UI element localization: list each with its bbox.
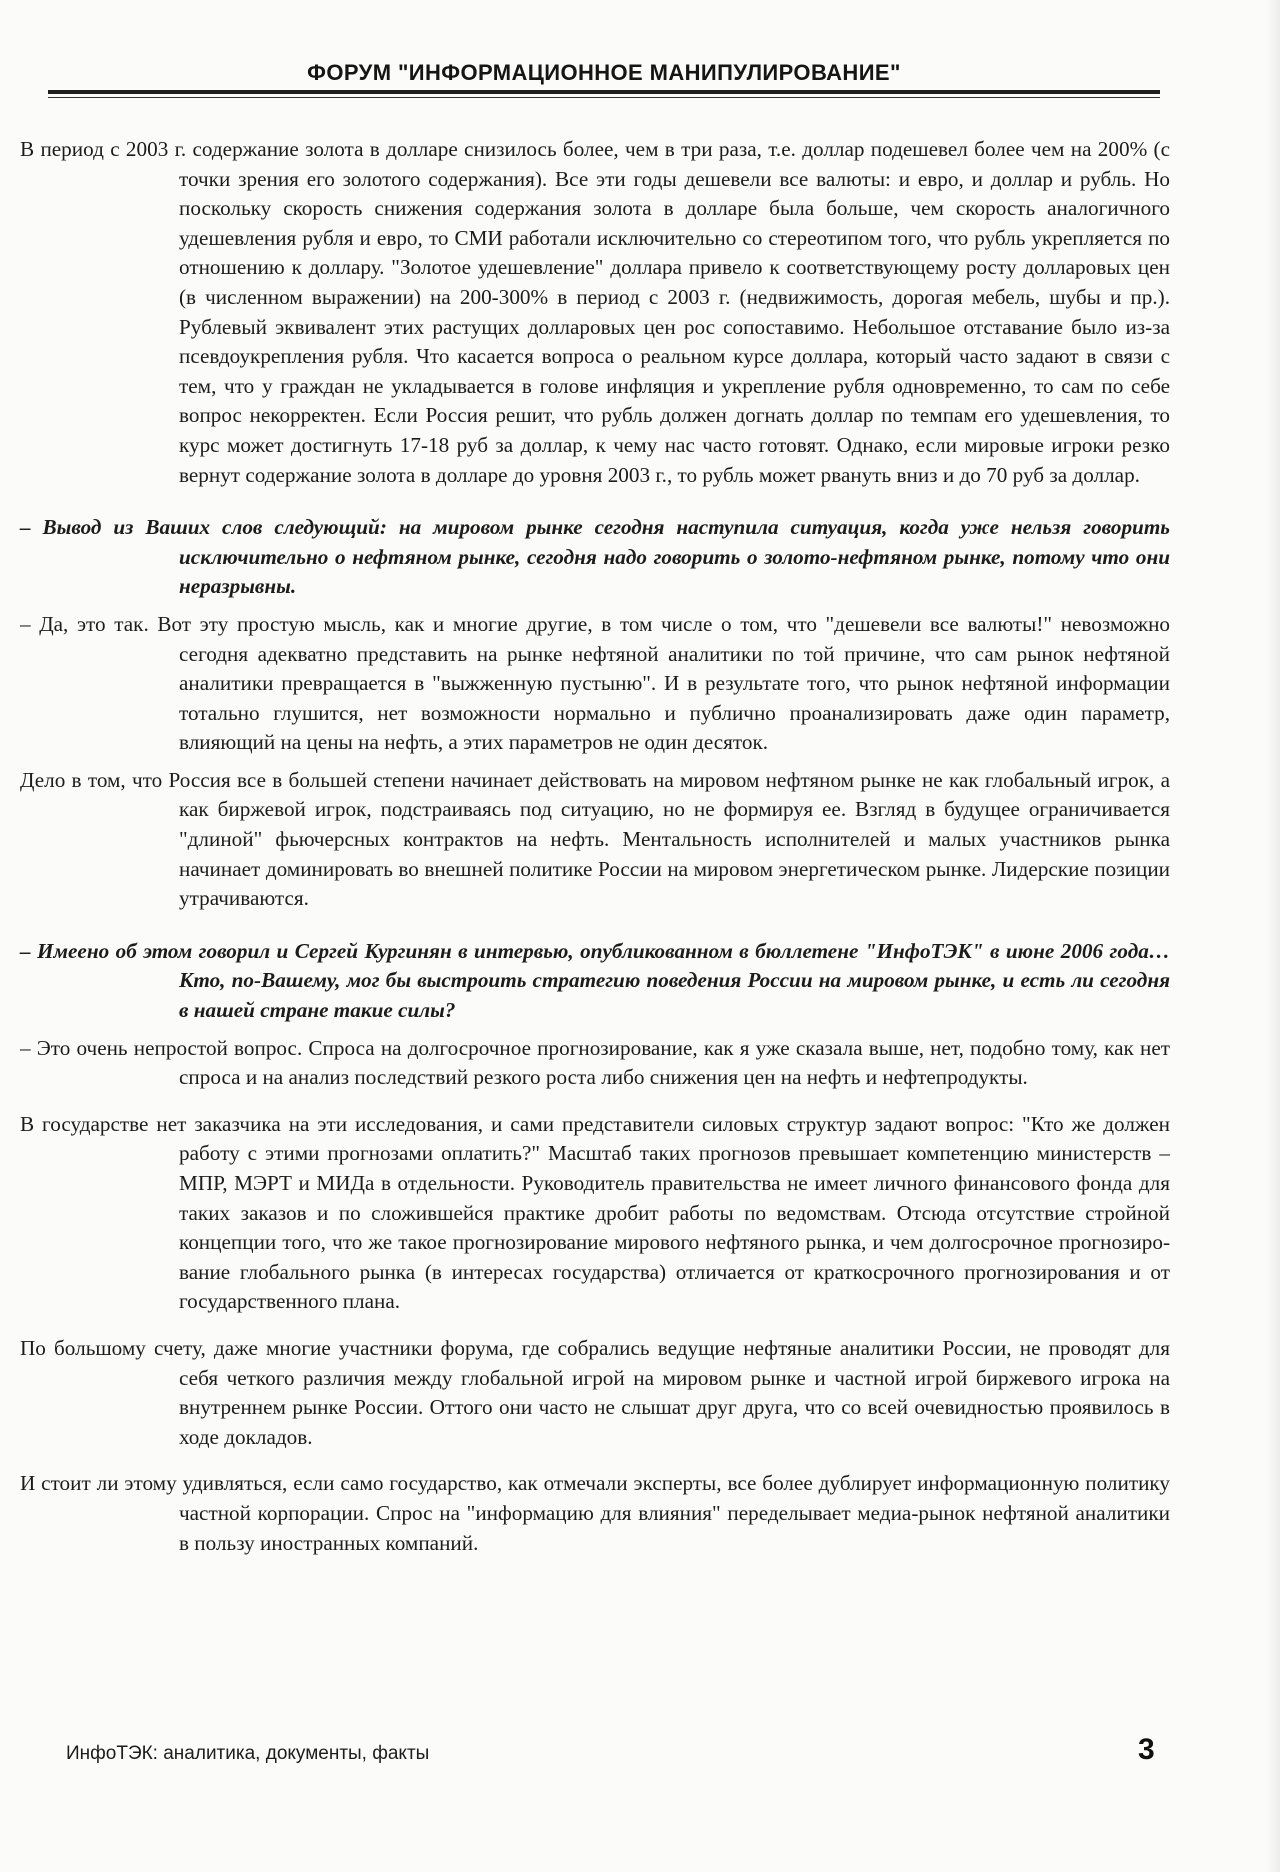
paragraph-russia-exchange-player: Дело в том, что Россия все в большей степени начинает действовать на мировом нефтяном рынке не как глобальный игрок, а как биржевой игрок, подстраиваясь под ситуацию, но не формируя ее. Взгляд в будущее ограничивается "длиной" фьючерсных контрактов на нефть. Ментальность исполнителей и малых участников рынка начинает доминировать во внешней политике России на мировом энергетическом рынке. Лидерские позиции утрачиваются. <box>20 767 1170 911</box>
header-rule-thin <box>48 97 1160 98</box>
paragraph-gold-dollar: В период с 2003 г. содержание золота в долларе снизилось более, чем в три раза, т.е. доллар подешевел более чем на 200% (с точки зрения его золотого содержания). Все эти годы дешевели все валюты: и евро, и доллар и рубль. Но поскольку скорость снижения содержания золота в долларе была больше, чем скорость аналогичного удешевления рубля и евро, то СМИ работали исключительно со стереотипом того, что рубль укрепляется по отношению к доллару. "Золотое удешевление" доллара привело к соответствующему росту долларовых цен (в численном выражении) на 200-300% в период с 2003 г. (недвижимость, дорогая мебель, шубы и пр.). Рублевый эквивалент этих растущих долларовых цен рос сопоставимо. Небольшое отставание было из-за псевдоукрепления рубля. Что касается вопроса о реальном курсе доллара, который часто задают в связи с тем, что у граждан не укладывается в голове инфляция и укрепление рубля одновременно, то сам по себе вопрос некорректен. Если Россия решит, что рубль должен догнать доллар по темпам его удешевления, то курс может достигнуть 17-18 руб за доллар, к чему нас часто готовят. Однако, если мировые игроки резко вернут содержание золота в долларе до уровня 2003 г., то рубль может рвануть вниз и до 70 руб за доллар. <box>20 137 1170 487</box>
paragraph-state-customer: В государстве нет заказчика на эти исследования, и сами представители силовых структур задают вопрос: "Кто же должен работу с этими прогнозами оплатить?" Масштаб таких прогнозов превышает компетенцию министерств – МПР, МЭРТ и МИДа в отдельности. Руководитель правительства не имеет личного финансового фонда для таких заказов и по сложившейся практике дробит работы по ведомствам. Отсюда отсутствие стройной концепции того, что же такое прогнозирование мирового нефтяного рынка, и чем долгосрочное прогнозиро-вание глобального рынка (в интересах государства) отличается от краткосрочного прогнозирования и от государственного плана. <box>20 1111 1170 1314</box>
page-header-title: ФОРУМ "ИНФОРМАЦИОННОЕ МАНИПУЛИРОВАНИЕ" <box>307 60 901 85</box>
paragraph-forum-participants: По большому счету, даже многие участники форума, где собрались ведущие нефтяные аналитики России, не проводят для себя четкого различия между глобальной игрой на мировом рынке и частной игрой биржевого игрока на внутреннем рынке России. Оттого они часто не слышат друг друга, что со всей очевидностью проявилось в ходе докладов. <box>20 1335 1170 1449</box>
article-body <box>20 135 1170 1558</box>
paragraph-state-policy: И стоит ли этому удивляться, если само государство, как отмечали эксперты, все более дублирует информационную политику частной корпорации. Спрос на "информацию для влияния" переделывает медиа-рынок нефтяной аналитики в пользу иностранных компаний. <box>20 1471 1170 1555</box>
question-gold-oil-market: – Вывод из Ваших слов следующий: на мировом рынке сегодня наступила ситуация, когда уже нельзя говорить исключительно о нефтяном рынке, сегодня надо говорить о золото-нефтяном рынке, потому что они неразрывны. <box>20 515 1170 599</box>
page-edge-shadow <box>1266 0 1280 1872</box>
question-strategy: – Имеено об этом говорил и Сергей Кургинян в интервью, опубликованном в бюллетене "ИнфоТЭК" в июне 2006 года… Кто, по-Вашему, мог бы выстроить стратегию поведения России на мировом рынке, и есть ли сегодня в нашей стране такие силы? <box>20 938 1170 1023</box>
paragraph-forecast-demand: – Это очень непростой вопрос. Спроса на долгосрочное прогнозирование, как я уже сказала выше, нет, подобно тому, как нет спроса и на анализ последствий резкого роста либо снижения цен на нефть и нефтепродукты. <box>20 1035 1170 1090</box>
paragraph-oil-analytics: – Да, это так. Вот эту простую мысль, как и многие другие, в том числе о том, что "дешевели все валюты!" невозможно сегодня адекватно представить на рынке нефтяной аналитики по той причине, что сам рынок нефтяной аналитики превращается в "выжженную пустыню". И в результате того, что рынок нефтяной информации тотально глушится, нет возможности нормально и публично проанализировать даже один параметр, влияющий на цены на нефть, а этих параметров не один десяток. <box>20 611 1170 755</box>
footer-publication-name: ИнфоТЭК: аналитика, документы, факты <box>66 1743 430 1764</box>
footer-page-number: 3 <box>1138 1733 1155 1766</box>
header-rule-thick <box>48 90 1160 94</box>
